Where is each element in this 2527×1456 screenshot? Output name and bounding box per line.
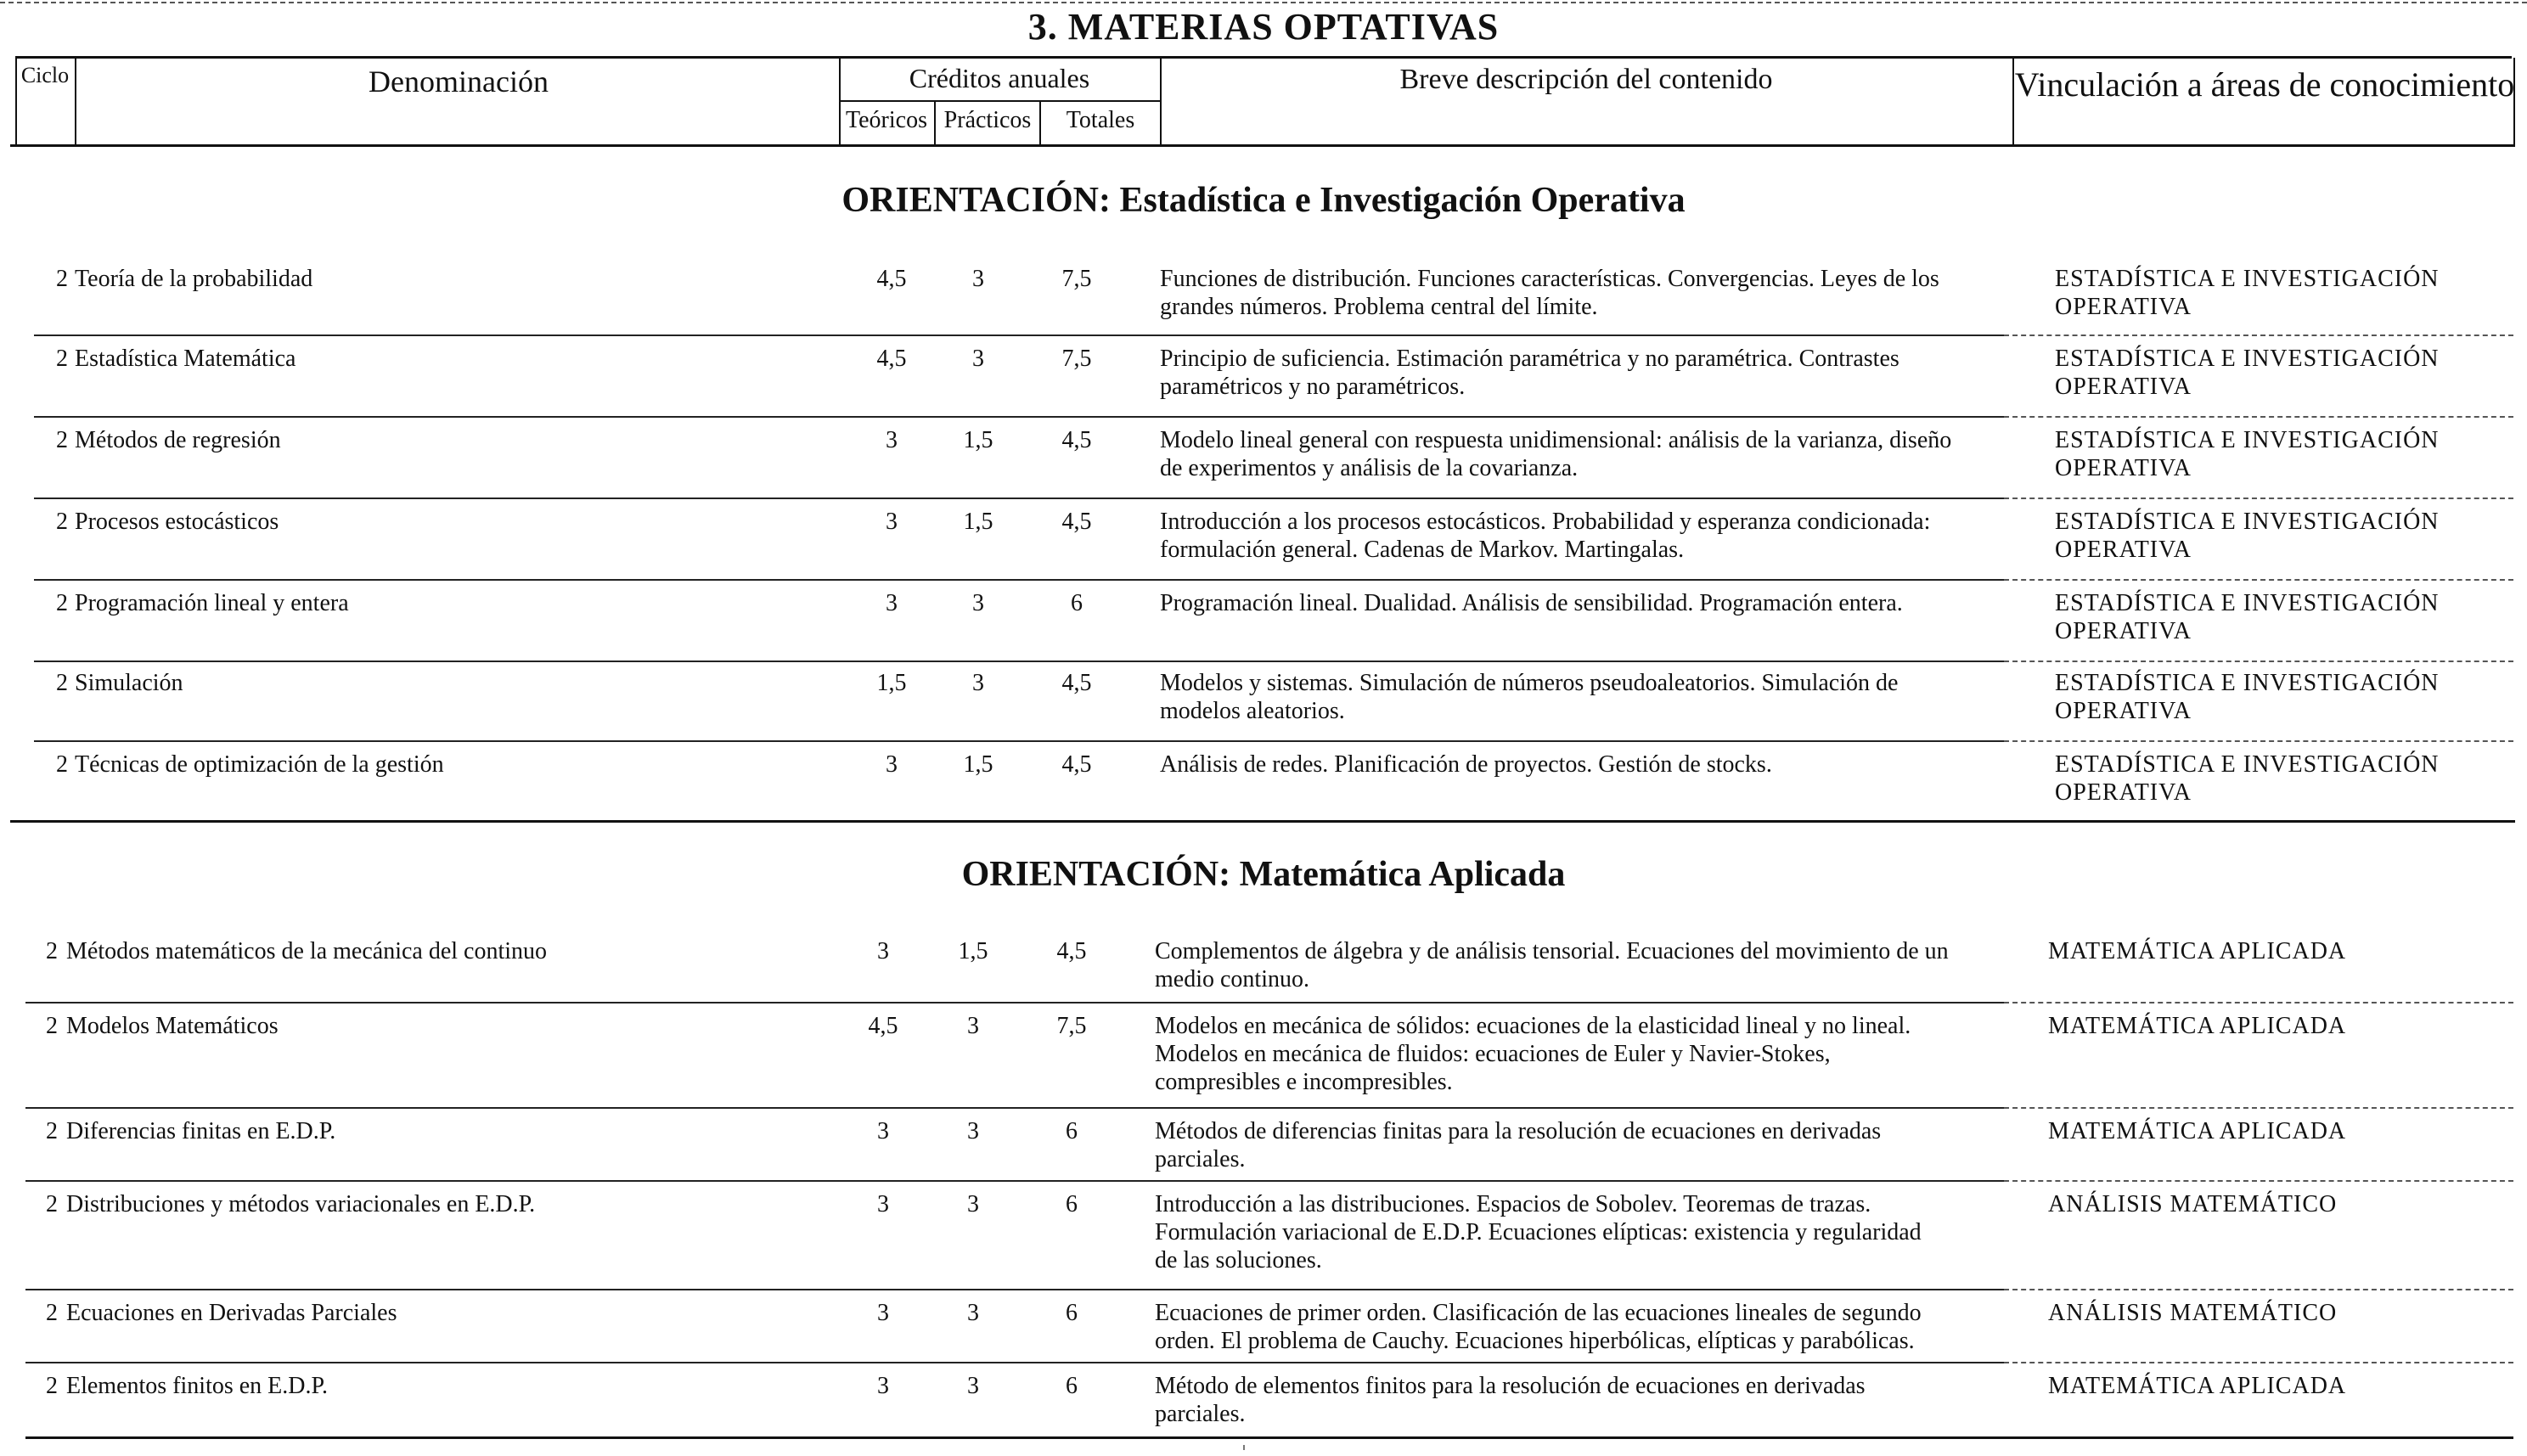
row-separator: [34, 334, 2004, 336]
row-separator-dashed: [2004, 498, 2513, 499]
ciclo-cell: 2: [46, 1013, 58, 1039]
teoricos-value: 3: [877, 1118, 889, 1144]
knowledge-area-line: OPERATIVA: [2055, 455, 2192, 481]
description-cell: [1160, 750, 2009, 779]
practicos-value: 3: [972, 590, 984, 616]
knowledge-area-cell: [2055, 345, 2496, 401]
row-separator: [34, 661, 2004, 662]
knowledge-area-line: OPERATIVA: [2055, 779, 2192, 806]
teoricos-value: 3: [877, 1373, 889, 1399]
knowledge-area-cell: [2055, 265, 2496, 321]
knowledge-area-line: ESTADÍSTICA E INVESTIGACIÓN: [2055, 427, 2440, 453]
knowledge-area-cell: [2048, 937, 2490, 965]
description-cell: [1160, 345, 2009, 401]
subject-name: Distribuciones y métodos variacionales en E.D.P.: [66, 1191, 536, 1217]
teoricos-value: 3: [877, 1300, 889, 1326]
subject-name: Métodos de regresión: [75, 427, 281, 453]
description-line: de las soluciones.: [1155, 1247, 1322, 1273]
practicos-value: 3: [967, 1191, 979, 1217]
ciclo-cell: 2: [56, 751, 68, 778]
description-line: Introducción a los procesos estocásticos. Probabilidad y esperanza condicionada:: [1160, 509, 1931, 535]
description-line: orden. El problema de Cauchy. Ecuaciones hiperbólicas, elípticas y parabólicas.: [1155, 1328, 1915, 1354]
description-line: Principio de suficiencia. Estimación paramétrica y no paramétrica. Contrastes: [1160, 346, 1899, 372]
knowledge-area-cell: [2055, 508, 2496, 564]
description-cell: [1160, 265, 2009, 321]
knowledge-area-cell: [2048, 1117, 2490, 1145]
knowledge-area-line: OPERATIVA: [2055, 537, 2192, 563]
ciclo-cell: 2: [56, 266, 68, 292]
row-separator-dashed: [2004, 1289, 2513, 1290]
practicos-value: 3: [972, 670, 984, 696]
practicos-value: 1,5: [963, 427, 993, 453]
knowledge-area-line: ESTADÍSTICA E INVESTIGACIÓN: [2055, 266, 2440, 292]
document-title: 3. MATERIAS OPTATIVAS: [1027, 6, 1500, 48]
row-separator: [34, 579, 2004, 581]
knowledge-area-line: MATEMÁTICA APLICADA: [2048, 938, 2347, 964]
description-cell: [1160, 426, 2009, 482]
totales-value: 7,5: [1061, 346, 1092, 372]
header-bottom-rule: [10, 144, 2515, 147]
totales-value: 4,5: [1061, 509, 1092, 535]
header-totales: Totales: [1066, 107, 1135, 133]
description-line: paramétricos y no paramétricos.: [1160, 374, 1466, 400]
subject-name: Simulación: [75, 670, 183, 696]
ciclo-cell: 2: [56, 670, 68, 696]
knowledge-area-cell: [2055, 669, 2496, 725]
header-descripcion: Breve descripción del contenido: [1399, 64, 1773, 95]
row-separator: [25, 1289, 2004, 1290]
ciclo-cell: 2: [46, 1191, 58, 1217]
description-line: Funciones de distribución. Funciones características. Convergencias. Leyes de los: [1160, 266, 1939, 292]
practicos-value: 1,5: [963, 751, 993, 778]
totales-value: 6: [1066, 1191, 1078, 1217]
totales-value: 4,5: [1061, 427, 1092, 453]
totales-value: 4,5: [1061, 751, 1092, 778]
totales-value: 7,5: [1056, 1013, 1087, 1039]
knowledge-area-line: OPERATIVA: [2055, 374, 2192, 400]
row-separator-dashed: [2004, 334, 2513, 336]
subject-name: Métodos matemáticos de la mecánica del continuo: [66, 938, 548, 964]
row-separator: [25, 1362, 2004, 1363]
header-vinculacion: Vinculación a áreas de conocimiento: [2014, 65, 2515, 104]
row-separator-dashed: [2004, 1107, 2513, 1109]
description-line: Formulación variacional de E.D.P. Ecuaciones elípticas: existencia y regularidad: [1155, 1219, 1922, 1245]
description-cell: [1160, 589, 2009, 617]
totales-value: 4,5: [1056, 938, 1087, 964]
ciclo-cell: 2: [56, 509, 68, 535]
knowledge-area-cell: [2055, 750, 2496, 807]
row-separator: [25, 1180, 2004, 1182]
totales-value: 6: [1066, 1373, 1078, 1399]
subject-name: Programación lineal y entera: [75, 590, 349, 616]
practicos-value: 3: [967, 1118, 979, 1144]
section-separator: [10, 820, 2515, 823]
teoricos-value: 4,5: [868, 1013, 898, 1039]
row-separator-dashed: [2004, 1180, 2513, 1182]
ciclo-cell: 2: [46, 938, 58, 964]
row-separator-dashed: [2004, 1436, 2513, 1439]
practicos-value: 3: [972, 346, 984, 372]
description-line: Programación lineal. Dualidad. Análisis de sensibilidad. Programación entera.: [1160, 590, 1903, 616]
ciclo-cell: 2: [46, 1300, 58, 1326]
description-line: grandes números. Problema central del límite.: [1160, 294, 1598, 320]
teoricos-value: 3: [877, 1191, 889, 1217]
section-title-matematica-aplicada: ORIENTACIÓN: Matemática Aplicada: [961, 855, 1566, 894]
description-line: Modelos en mecánica de sólidos: ecuaciones de la elasticidad lineal y no lineal.: [1155, 1013, 1911, 1039]
row-separator-dashed: [2004, 579, 2513, 581]
knowledge-area-line: OPERATIVA: [2055, 294, 2192, 320]
description-cell: [1160, 508, 2009, 564]
row-separator-dashed: [2004, 740, 2513, 742]
description-cell: [1155, 1012, 2004, 1096]
knowledge-area-line: ANÁLISIS MATEMÁTICO: [2048, 1300, 2338, 1326]
knowledge-area-line: OPERATIVA: [2055, 698, 2192, 724]
header-teoricos: Teóricos: [845, 107, 927, 133]
header-creditos-anuales: Créditos anuales: [909, 63, 1090, 93]
teoricos-value: 3: [886, 509, 898, 535]
knowledge-area-line: ESTADÍSTICA E INVESTIGACIÓN: [2055, 670, 2440, 696]
subject-name: Elementos finitos en E.D.P.: [66, 1373, 328, 1399]
description-line: compresibles e incompresibles.: [1155, 1069, 1453, 1095]
knowledge-area-line: MATEMÁTICA APLICADA: [2048, 1373, 2347, 1399]
description-cell: [1155, 1117, 2004, 1173]
knowledge-area-cell: [2048, 1190, 2490, 1218]
ciclo-cell: 2: [46, 1118, 58, 1144]
practicos-value: 3: [967, 1373, 979, 1399]
description-line: Método de elementos finitos para la resolución de ecuaciones en derivadas: [1155, 1373, 1866, 1399]
scan-mark: [1243, 1445, 1245, 1450]
practicos-value: 3: [972, 266, 984, 292]
header-ciclo: Ciclo: [20, 63, 70, 87]
knowledge-area-line: ESTADÍSTICA E INVESTIGACIÓN: [2055, 509, 2440, 535]
description-line: Métodos de diferencias finitas para la resolución de ecuaciones en derivadas: [1155, 1118, 1882, 1144]
knowledge-area-cell: [2055, 589, 2496, 645]
subject-name: Procesos estocásticos: [75, 509, 279, 535]
row-separator: [25, 1107, 2004, 1109]
row-separator: [34, 416, 2004, 418]
subject-name: Ecuaciones en Derivadas Parciales: [66, 1300, 397, 1326]
totales-value: 7,5: [1061, 266, 1092, 292]
teoricos-value: 3: [886, 751, 898, 778]
teoricos-value: 3: [886, 427, 898, 453]
practicos-value: 3: [967, 1300, 979, 1326]
row-separator: [25, 1002, 2004, 1003]
subject-name: Teoría de la probabilidad: [75, 266, 313, 292]
description-line: formulación general. Cadenas de Markov. Martingalas.: [1160, 537, 1685, 563]
row-separator-dashed: [2004, 416, 2513, 418]
row-separator: [34, 740, 2004, 742]
header-creditos-subrule: [839, 100, 1160, 102]
header-practicos: Prácticos: [943, 107, 1032, 133]
totales-value: 4,5: [1061, 670, 1092, 696]
description-line: modelos aleatorios.: [1160, 698, 1345, 724]
teoricos-value: 3: [886, 590, 898, 616]
teoricos-value: 4,5: [876, 346, 907, 372]
row-separator-dashed: [2004, 1362, 2513, 1363]
description-cell: [1160, 669, 2009, 725]
subject-name: Técnicas de optimización de la gestión: [75, 751, 444, 778]
description-line: Modelo lineal general con respuesta unidimensional: análisis de la varianza, diseño: [1160, 427, 1952, 453]
knowledge-area-line: ESTADÍSTICA E INVESTIGACIÓN: [2055, 590, 2440, 616]
teoricos-value: 4,5: [876, 266, 907, 292]
description-line: Modelos en mecánica de fluidos: ecuaciones de Euler y Navier-Stokes,: [1155, 1041, 1831, 1067]
teoricos-value: 1,5: [876, 670, 907, 696]
section-title-estadistica: ORIENTACIÓN: Estadística e Investigación Operativa: [841, 181, 1686, 220]
description-cell: [1155, 937, 2004, 993]
totales-value: 6: [1071, 590, 1083, 616]
description-cell: [1155, 1299, 2004, 1355]
practicos-value: 3: [967, 1013, 979, 1039]
knowledge-area-line: ANÁLISIS MATEMÁTICO: [2048, 1191, 2338, 1217]
description-line: Análisis de redes. Planificación de proyectos. Gestión de stocks.: [1160, 751, 1772, 778]
knowledge-area-line: ESTADÍSTICA E INVESTIGACIÓN: [2055, 751, 2440, 778]
header-denominacion: Denominación: [369, 65, 549, 98]
title-underline: [15, 56, 2512, 59]
teoricos-value: 3: [877, 938, 889, 964]
description-line: parciales.: [1155, 1401, 1246, 1427]
description-line: medio continuo.: [1155, 966, 1309, 992]
totales-value: 6: [1066, 1118, 1078, 1144]
row-separator-dashed: [2004, 1002, 2513, 1003]
subject-name: Modelos Matemáticos: [66, 1013, 279, 1039]
practicos-value: 1,5: [963, 509, 993, 535]
subject-name: Diferencias finitas en E.D.P.: [66, 1118, 336, 1144]
description-cell: [1155, 1372, 2004, 1428]
row-separator-dashed: [2004, 661, 2513, 662]
ciclo-cell: 2: [56, 427, 68, 453]
row-separator: [34, 498, 2004, 499]
knowledge-area-line: ESTADÍSTICA E INVESTIGACIÓN: [2055, 346, 2440, 372]
knowledge-area-cell: [2048, 1012, 2490, 1040]
description-line: de experimentos y análisis de la covarianza.: [1160, 455, 1579, 481]
description-line: Introducción a las distribuciones. Espacios de Sobolev. Teoremas de trazas.: [1155, 1191, 1871, 1217]
row-separator: [25, 1436, 2004, 1439]
description-line: parciales.: [1155, 1146, 1246, 1172]
knowledge-area-cell: [2048, 1372, 2490, 1400]
knowledge-area-cell: [2055, 426, 2496, 482]
practicos-value: 1,5: [958, 938, 988, 964]
ciclo-cell: 2: [56, 346, 68, 372]
description-line: Modelos y sistemas. Simulación de números pseudoaleatorios. Simulación de: [1160, 670, 1899, 696]
knowledge-area-line: MATEMÁTICA APLICADA: [2048, 1118, 2347, 1144]
knowledge-area-line: OPERATIVA: [2055, 618, 2192, 644]
description-cell: [1155, 1190, 2004, 1274]
ciclo-cell: 2: [56, 590, 68, 616]
description-line: Complementos de álgebra y de análisis tensorial. Ecuaciones del movimiento de un: [1155, 938, 1949, 964]
description-line: Ecuaciones de primer orden. Clasificación de las ecuaciones lineales de segundo: [1155, 1300, 1922, 1326]
totales-value: 6: [1066, 1300, 1078, 1326]
ciclo-cell: 2: [46, 1373, 58, 1399]
subject-name: Estadística Matemática: [75, 346, 296, 372]
knowledge-area-line: MATEMÁTICA APLICADA: [2048, 1013, 2347, 1039]
knowledge-area-cell: [2048, 1299, 2490, 1327]
